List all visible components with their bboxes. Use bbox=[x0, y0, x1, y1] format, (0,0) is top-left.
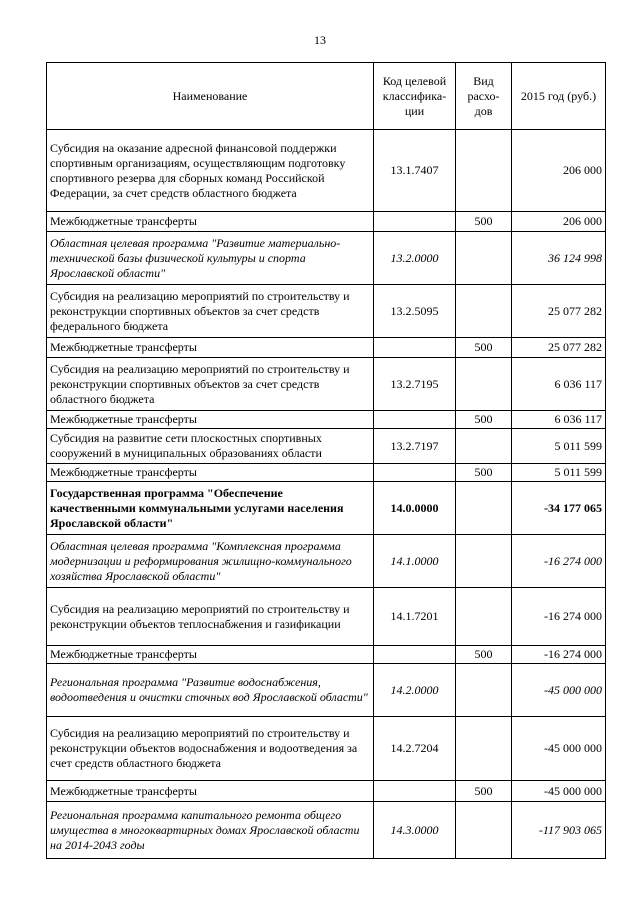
table-row bbox=[47, 212, 606, 232]
cell-amount: -45 000 000 bbox=[512, 717, 606, 781]
cell-expense-type bbox=[456, 358, 512, 411]
cell-amount: 5 011 599 bbox=[512, 464, 606, 482]
header-amount: 2015 год (руб.) bbox=[512, 63, 606, 130]
table-row bbox=[47, 802, 606, 859]
table-row bbox=[47, 588, 606, 646]
cell-name: Субсидия на развитие сети плоскостных спортивных сооружений в муниципальных образованиях области bbox=[47, 429, 374, 464]
table-row bbox=[47, 429, 606, 464]
header-expense-type: Вид расхо-дов bbox=[456, 63, 512, 130]
cell-expense-type bbox=[456, 664, 512, 717]
cell-amount: 206 000 bbox=[512, 212, 606, 232]
cell-amount: -16 274 000 bbox=[512, 588, 606, 646]
table-row bbox=[47, 482, 606, 535]
cell-name: Субсидия на реализацию мероприятий по строительству и реконструкции объектов водоснабжения и водоотведения за счет средств областного бюджета bbox=[47, 717, 374, 781]
cell-name: Межбюджетные трансферты bbox=[47, 338, 374, 358]
cell-name: Межбюджетные трансферты bbox=[47, 411, 374, 429]
cell-expense-type bbox=[456, 130, 512, 212]
cell-expense-type: 500 bbox=[456, 646, 512, 664]
cell-name: Субсидия на реализацию мероприятий по строительству и реконструкции спортивных объектов за счет средств федерального бюджета bbox=[47, 285, 374, 338]
cell-code bbox=[374, 338, 456, 358]
cell-expense-type bbox=[456, 482, 512, 535]
cell-code: 13.1.7407 bbox=[374, 130, 456, 212]
cell-name: Субсидия на реализацию мероприятий по строительству и реконструкции объектов теплоснабжения и газификации bbox=[47, 588, 374, 646]
cell-code: 14.2.0000 bbox=[374, 664, 456, 717]
cell-name: Межбюджетные трансферты bbox=[47, 646, 374, 664]
cell-amount: -117 903 065 bbox=[512, 802, 606, 859]
cell-name: Государственная программа "Обеспечение качественными коммунальными услугами населения Ярославской области" bbox=[47, 482, 374, 535]
cell-code: 14.0.0000 bbox=[374, 482, 456, 535]
table-row bbox=[47, 664, 606, 717]
cell-amount: 206 000 bbox=[512, 130, 606, 212]
cell-expense-type: 500 bbox=[456, 464, 512, 482]
cell-code bbox=[374, 212, 456, 232]
cell-expense-type bbox=[456, 429, 512, 464]
cell-name: Областная целевая программа "Комплексная программа модернизации и реформирования жилищно-коммунального хозяйства Ярославской области" bbox=[47, 535, 374, 588]
table-row bbox=[47, 285, 606, 338]
cell-expense-type bbox=[456, 285, 512, 338]
budget-table bbox=[46, 62, 606, 859]
cell-code bbox=[374, 464, 456, 482]
cell-expense-type bbox=[456, 588, 512, 646]
cell-code: 14.2.7204 bbox=[374, 717, 456, 781]
cell-code: 13.2.5095 bbox=[374, 285, 456, 338]
cell-expense-type: 500 bbox=[456, 338, 512, 358]
cell-name: Областная целевая программа "Развитие материально-технической базы физической культуры и спорта Ярославской области" bbox=[47, 232, 374, 285]
cell-code: 14.1.0000 bbox=[374, 535, 456, 588]
cell-amount: 6 036 117 bbox=[512, 358, 606, 411]
table-row bbox=[47, 232, 606, 285]
cell-amount: 36 124 998 bbox=[512, 232, 606, 285]
cell-code bbox=[374, 781, 456, 802]
cell-amount: -16 274 000 bbox=[512, 646, 606, 664]
cell-amount: -16 274 000 bbox=[512, 535, 606, 588]
cell-expense-type bbox=[456, 535, 512, 588]
cell-code: 13.2.7197 bbox=[374, 429, 456, 464]
cell-name: Региональная программа "Развитие водоснабжения, водоотведения и очистки сточных вод Ярославской области" bbox=[47, 664, 374, 717]
table-row bbox=[47, 411, 606, 429]
table-row bbox=[47, 338, 606, 358]
cell-expense-type: 500 bbox=[456, 411, 512, 429]
page-number: 13 bbox=[314, 33, 326, 47]
table-row bbox=[47, 535, 606, 588]
cell-expense-type bbox=[456, 232, 512, 285]
cell-name: Субсидия на реализацию мероприятий по строительству и реконструкции спортивных объектов за счет средств областного бюджета bbox=[47, 358, 374, 411]
cell-amount: -34 177 065 bbox=[512, 482, 606, 535]
cell-expense-type: 500 bbox=[456, 212, 512, 232]
cell-amount: 25 077 282 bbox=[512, 338, 606, 358]
table-header-row bbox=[47, 63, 606, 130]
table-row bbox=[47, 646, 606, 664]
header-code: Код целевой классифика-ции bbox=[374, 63, 456, 130]
cell-amount: -45 000 000 bbox=[512, 781, 606, 802]
cell-name: Региональная программа капитального ремонта общего имущества в многоквартирных домах Ярославской области на 2014-2043 годы bbox=[47, 802, 374, 859]
cell-code: 14.3.0000 bbox=[374, 802, 456, 859]
cell-code: 14.1.7201 bbox=[374, 588, 456, 646]
table-row bbox=[47, 717, 606, 781]
table-row bbox=[47, 130, 606, 212]
cell-code: 13.2.7195 bbox=[374, 358, 456, 411]
cell-code: 13.2.0000 bbox=[374, 232, 456, 285]
cell-name: Межбюджетные трансферты bbox=[47, 464, 374, 482]
cell-code bbox=[374, 646, 456, 664]
cell-expense-type: 500 bbox=[456, 781, 512, 802]
table-row bbox=[47, 781, 606, 802]
table-row bbox=[47, 464, 606, 482]
cell-amount: 25 077 282 bbox=[512, 285, 606, 338]
cell-amount: 6 036 117 bbox=[512, 411, 606, 429]
cell-expense-type bbox=[456, 717, 512, 781]
cell-amount: 5 011 599 bbox=[512, 429, 606, 464]
cell-name: Межбюджетные трансферты bbox=[47, 212, 374, 232]
cell-name: Субсидия на оказание адресной финансовой поддержки спортивным организациям, осуществляющим подготовку спортивного резерва для сборных команд Российской Федерации, за счет средств областного бюджета bbox=[47, 130, 374, 212]
header-name: Наименование bbox=[47, 63, 374, 130]
cell-amount: -45 000 000 bbox=[512, 664, 606, 717]
cell-name: Межбюджетные трансферты bbox=[47, 781, 374, 802]
cell-code bbox=[374, 411, 456, 429]
table-row bbox=[47, 358, 606, 411]
table-body bbox=[47, 130, 606, 859]
cell-expense-type bbox=[456, 802, 512, 859]
